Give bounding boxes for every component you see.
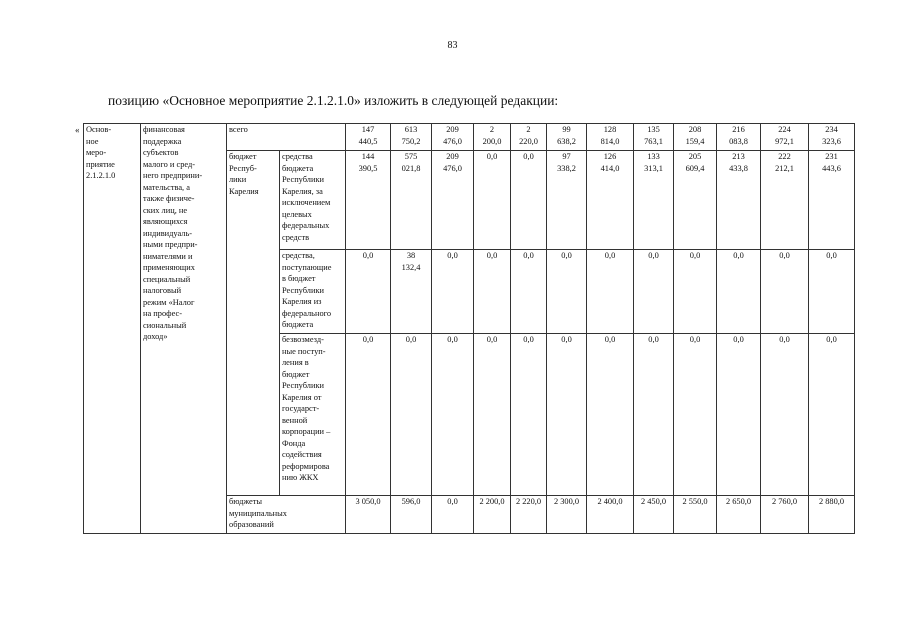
value-cell: [474, 250, 511, 334]
text-line: бюджеты: [229, 497, 263, 506]
value-cell: [547, 334, 587, 496]
municipal-label: [227, 496, 346, 534]
own-funds-label: [280, 151, 346, 250]
row-total: [84, 124, 855, 151]
value-cell: [634, 334, 674, 496]
value-cell: [511, 124, 547, 151]
federal-funds-label: [280, 250, 346, 334]
value-cell: [547, 250, 587, 334]
value-cell: [674, 496, 717, 534]
text-line: него предприни-: [143, 171, 203, 180]
value-cell: [717, 151, 761, 250]
text-line: ления в: [282, 358, 309, 367]
text-line: 132,4: [401, 262, 421, 272]
text-line: безвозмезд-: [282, 335, 324, 344]
text-line: Фонда: [282, 438, 306, 448]
text-line: приятие: [86, 159, 115, 169]
value-cell: [346, 250, 391, 334]
text-line: ное: [86, 136, 99, 146]
text-line: бюджет: [282, 369, 310, 379]
value-cell: [474, 124, 511, 151]
text-line: 133: [647, 152, 660, 161]
text-line: доход»: [143, 332, 168, 341]
text-line: нимателями и: [143, 251, 193, 261]
text-line: 750,2: [401, 136, 421, 146]
text-line: образований: [229, 520, 274, 529]
text-line: специальный: [143, 274, 191, 284]
value-cell: [634, 124, 674, 151]
fund-receipts-label: [280, 334, 346, 496]
text-line: 224: [778, 125, 791, 134]
text-line: 323,6: [822, 136, 841, 146]
text-line: 596,0: [401, 497, 421, 506]
text-line: 0,0: [523, 251, 534, 260]
text-line: 609,4: [685, 163, 705, 173]
text-line: налоговый: [143, 286, 182, 295]
value-cell: [511, 334, 547, 496]
value-cell: [761, 250, 809, 334]
text-line: Респуб-: [229, 163, 257, 173]
text-line: 0,0: [523, 335, 534, 344]
value-cell: [432, 334, 474, 496]
text-line: 0,0: [826, 251, 837, 260]
value-cell: [674, 334, 717, 496]
text-line: 0,0: [779, 251, 790, 260]
text-line: муниципальных: [229, 508, 287, 518]
value-cell: [432, 250, 474, 334]
text-line: 209: [446, 125, 459, 134]
value-cell: [587, 334, 634, 496]
value-cell: [587, 250, 634, 334]
text-line: нию ЖКХ: [282, 473, 319, 482]
text-line: 476,0: [443, 136, 462, 146]
text-line: 0,0: [561, 251, 572, 260]
value-cell: [761, 496, 809, 534]
text-line: 0,0: [604, 251, 616, 260]
text-line: государст-: [282, 404, 320, 413]
text-line: 2.1.2.1.0: [86, 171, 116, 180]
value-cell: [809, 124, 855, 151]
value-cell: [674, 151, 717, 250]
text-line: 0,0: [362, 251, 374, 260]
text-line: 2 220,0: [515, 497, 542, 506]
text-line: 313,1: [644, 163, 663, 173]
text-line: 216: [732, 125, 745, 134]
value-cell: [809, 250, 855, 334]
text-line: 0,0: [689, 251, 701, 260]
text-line: 972,1: [775, 136, 794, 146]
text-line: поддержка: [143, 136, 182, 146]
value-cell: [391, 151, 432, 250]
description-cell: [141, 124, 227, 534]
text-line: 234: [825, 125, 838, 134]
text-line: 0,0: [447, 335, 458, 344]
text-line: 2 400,0: [597, 497, 623, 506]
value-cell: [474, 496, 511, 534]
text-line: субъектов: [143, 148, 179, 157]
value-cell: [761, 124, 809, 151]
text-line: финансовая: [143, 125, 185, 134]
text-line: Карелия из: [282, 297, 322, 306]
text-line: применяющих: [143, 263, 195, 272]
value-cell: [717, 334, 761, 496]
text-line: исключением: [282, 198, 331, 207]
value-cell: [547, 496, 587, 534]
text-line: 2 300,0: [553, 497, 580, 506]
value-cell: [511, 250, 547, 334]
value-cell: [634, 496, 674, 534]
value-cell: [547, 124, 587, 151]
text-line: 200,0: [482, 136, 502, 146]
text-line: 443,6: [822, 163, 841, 173]
text-line: ные поступ-: [282, 346, 326, 356]
value-cell: [674, 124, 717, 151]
value-cell: [391, 250, 432, 334]
text-line: Основ-: [86, 125, 112, 134]
text-line: ских лиц, не: [143, 205, 188, 215]
text-line: бюджет: [229, 152, 257, 161]
text-line: 135: [647, 125, 660, 134]
text-line: 613: [404, 125, 418, 134]
text-line: 0,0: [486, 335, 498, 344]
text-line: 2 550,0: [682, 497, 708, 506]
text-line: 2 650,0: [725, 497, 752, 506]
value-cell: [587, 151, 634, 250]
text-line: 390,5: [358, 163, 378, 173]
value-cell: [432, 496, 474, 534]
text-line: федерального: [282, 308, 332, 318]
text-line: венной: [282, 415, 308, 425]
text-line: 212,1: [775, 163, 794, 173]
text-line: на профес-: [143, 309, 183, 318]
value-cell: [474, 151, 511, 250]
value-cell: [511, 151, 547, 250]
text-line: Карелия от: [282, 392, 322, 402]
text-line: 440,5: [358, 136, 378, 146]
text-line: лики: [229, 175, 247, 184]
text-line: реформирова: [282, 461, 330, 471]
text-line: бюджета: [282, 163, 314, 173]
text-line: 0,0: [648, 335, 659, 344]
text-line: Республики: [282, 175, 325, 184]
text-line: 0,0: [486, 251, 498, 260]
text-line: 763,1: [644, 136, 663, 146]
text-line: 3 050,0: [355, 497, 381, 506]
value-cell: [511, 496, 547, 534]
text-line: индивидуаль-: [143, 228, 193, 238]
text-line: 814,0: [600, 136, 620, 146]
text-line: 414,0: [600, 163, 620, 173]
value-cell: [809, 151, 855, 250]
text-line: 220,0: [519, 136, 538, 146]
funding-table: [83, 123, 855, 534]
text-line: 147: [361, 125, 375, 134]
text-line: 0,0: [486, 152, 498, 161]
text-line: федеральных: [282, 221, 330, 230]
text-line: 97: [562, 152, 571, 161]
value-cell: [587, 496, 634, 534]
text-line: 213: [732, 152, 745, 161]
text-line: 0,0: [604, 335, 616, 344]
text-line: сиональный: [143, 320, 187, 330]
text-line: Карелия, за: [282, 186, 323, 196]
text-line: 0,0: [733, 335, 744, 344]
text-line: 0,0: [826, 335, 837, 344]
value-cell: [391, 496, 432, 534]
text-line: Карелия: [229, 186, 259, 196]
text-line: 575: [404, 152, 418, 161]
total-label: всего: [227, 124, 346, 151]
text-line: 0,0: [523, 152, 534, 161]
text-line: средства: [282, 152, 313, 161]
value-cell: [761, 334, 809, 496]
text-line: корпорации –: [282, 427, 331, 436]
value-cell: [391, 334, 432, 496]
page-number: 83: [447, 40, 458, 51]
text-line: 126: [603, 152, 617, 161]
value-cell: [674, 250, 717, 334]
text-line: в бюджет: [282, 274, 316, 283]
text-line: бюджета: [282, 320, 314, 329]
value-cell: [432, 124, 474, 151]
value-cell: [474, 334, 511, 496]
text-line: 2 760,0: [771, 497, 798, 506]
value-cell: [717, 496, 761, 534]
text-line: являющихся: [143, 217, 188, 226]
text-line: 476,0: [443, 163, 462, 173]
text-line: 144: [361, 152, 375, 161]
text-line: 021,8: [401, 163, 421, 173]
value-cell: [587, 124, 634, 151]
text-line: средств: [282, 232, 310, 242]
text-line: 159,4: [685, 136, 705, 146]
text-line: 0,0: [689, 335, 701, 344]
text-line: также физиче-: [143, 194, 195, 203]
text-line: 0,0: [561, 335, 572, 344]
text-line: 083,8: [729, 136, 748, 146]
text-line: ными предпри-: [143, 240, 198, 249]
value-cell: [809, 496, 855, 534]
text-line: содействия: [282, 450, 322, 459]
value-cell: [346, 496, 391, 534]
budget-rk-label: [227, 151, 280, 496]
text-line: 0,0: [779, 335, 790, 344]
value-cell: [634, 250, 674, 334]
text-line: 2 450,0: [640, 497, 667, 506]
text-line: 231: [825, 152, 838, 161]
value-cell: [432, 151, 474, 250]
text-line: средства,: [282, 251, 315, 260]
text-line: 99: [562, 125, 571, 134]
text-line: 38: [406, 251, 416, 260]
measure-cell: [84, 124, 141, 534]
text-line: 2: [526, 125, 531, 134]
text-line: режим «Налог: [143, 297, 195, 307]
text-line: 0,0: [733, 251, 744, 260]
text-line: малого и сред-: [143, 159, 196, 169]
intro-text: позицию «Основное мероприятие 2.1.2.1.0» изложить в следующей редакции:: [108, 93, 559, 108]
value-cell: [346, 124, 391, 151]
value-cell: [346, 334, 391, 496]
text-line: 222: [778, 152, 791, 161]
value-cell: [761, 151, 809, 250]
text-line: 0,0: [362, 335, 374, 344]
value-cell: [391, 124, 432, 151]
text-line: 209: [446, 152, 459, 161]
text-line: 0,0: [447, 497, 458, 506]
text-line: 0,0: [405, 335, 417, 344]
text-line: поступающие: [282, 262, 332, 272]
value-cell: [346, 151, 391, 250]
opening-quote-mark: «: [75, 125, 80, 135]
text-line: целевых: [282, 209, 312, 219]
text-line: 128: [603, 125, 617, 134]
text-line: 2 880,0: [818, 497, 845, 506]
text-line: 338,2: [557, 163, 576, 173]
text-line: 433,8: [729, 163, 748, 173]
text-line: меро-: [86, 148, 107, 157]
text-line: 205: [688, 152, 702, 161]
text-line: 0,0: [447, 251, 458, 260]
text-line: Республики: [282, 285, 325, 295]
text-line: 208: [688, 125, 702, 134]
value-cell: [547, 151, 587, 250]
text-line: 2: [489, 125, 495, 134]
text-line: 2 200,0: [479, 497, 505, 506]
text-line: мательства, а: [143, 182, 190, 192]
text-line: 638,2: [557, 136, 576, 146]
value-cell: [717, 250, 761, 334]
value-cell: [634, 151, 674, 250]
value-cell: [809, 334, 855, 496]
text-line: Республики: [282, 381, 325, 390]
text-line: 0,0: [648, 251, 659, 260]
value-cell: [717, 124, 761, 151]
